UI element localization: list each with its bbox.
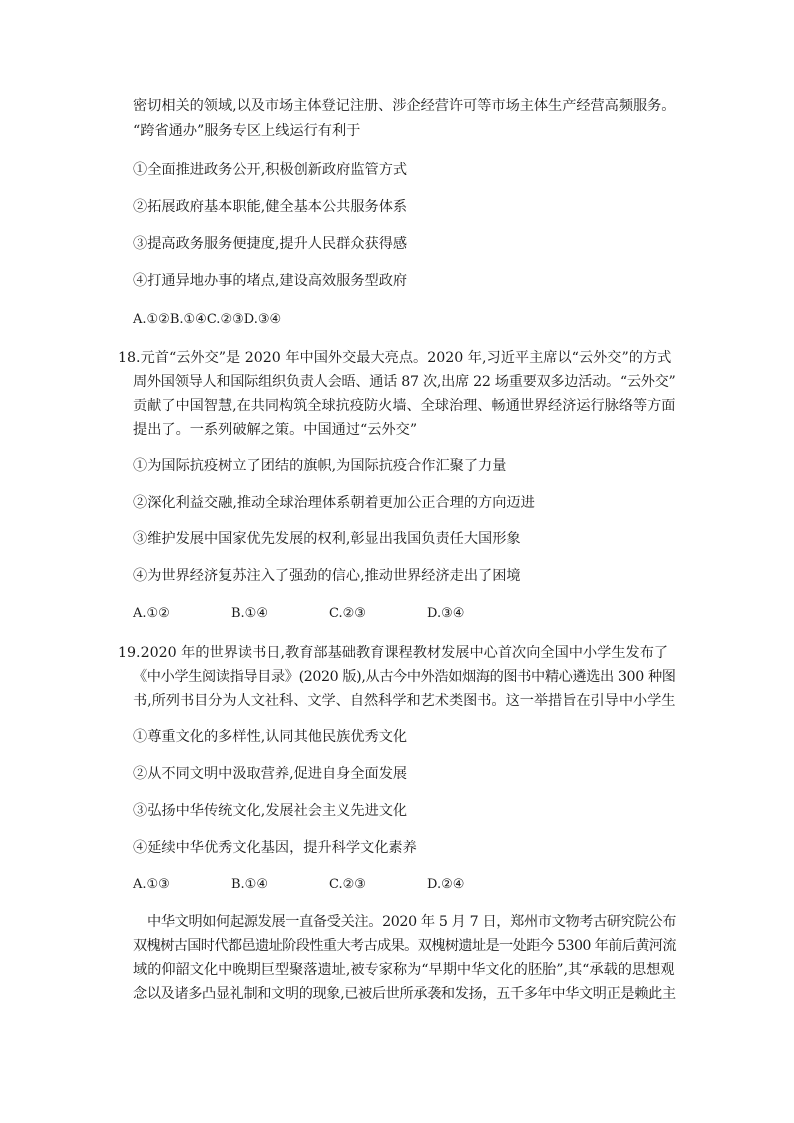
intro-text-line-2: “跨省通办”服务专区上线运行有利于 — [133, 123, 361, 139]
passage-line-2: 双槐树古国时代都邑遗址阶段性重大考古成果。双槐树遗址是一处距今 5300 年前后黄河流 — [133, 938, 676, 954]
q18-option-b: B.①④ — [231, 606, 268, 621]
intro-statement-3: ③提高政务服务便捷度,提升人民群众获得感 — [133, 236, 408, 252]
intro-text-line-1: 密切相关的领域,以及市场主体登记注册、涉企经营许可等市场主体生产经营高频服务。 — [133, 98, 676, 114]
q18-option-a: A.①② — [133, 606, 170, 621]
intro-statement-4: ④打通异地办事的堵点,建设高效服务型政府 — [133, 273, 408, 289]
q19-statement-2: ②从不同文明中汲取营养,促进自身全面发展 — [133, 766, 408, 782]
q19-statement-3: ③弘扬中华传统文化,发展社会主义先进文化 — [133, 803, 408, 819]
q19-stem-line-2: 《中小学生阅读指导目录》(2020 版),从古今中外浩如烟海的图书中精心遴选出 300 种图 — [133, 669, 676, 685]
q18-statement-2: ②深化利益交融,推动全球治理体系朝着更加公正合理的方向迈进 — [133, 495, 535, 511]
intro-statement-2: ②拓展政府基本职能,健全基本公共服务体系 — [133, 199, 408, 215]
q18-stem-line-2: 周外国领导人和国际组织负责人会晤、通话 87 次,出席 22 场重要双多边活动。“云外交” — [133, 374, 676, 390]
q18-option-d: D.③④ — [427, 606, 465, 621]
passage-line-4: 念以及诸多凸显礼制和文明的现象,已被后世所承袭和发扬，五千多年中华文明正是赖此主 — [133, 986, 676, 1002]
intro-options: A.①②B.①④C.②③D.③④ — [133, 312, 282, 327]
q18-stem-line-1: 18.元首“云外交”是 2020 年中国外交最大亮点。2020 年,习近平主席以“云外交”的方式 — [118, 350, 672, 366]
q19-option-a: A.①③ — [133, 877, 170, 892]
q18-option-c: C.②③ — [329, 606, 366, 621]
q19-statement-4: ④延续中华优秀文化基因，提升科学文化素养 — [133, 840, 417, 856]
q19-stem-line-1: 19.2020 年的世界读书日,教育部基础教育课程教材发展中心首次向全国中小学生发布了 — [118, 645, 669, 661]
q18-stem-line-3: 贡献了中国智慧,在共同构筑全球抗疫防火墙、全球治理、畅通世界经济运行脉络等方面 — [133, 398, 676, 414]
q19-option-b: B.①④ — [231, 877, 268, 892]
q18-statement-4: ④为世界经济复苏注入了强劲的信心,推动世界经济走出了困境 — [133, 568, 521, 584]
q18-stem-line-4: 提出了。一系列破解之策。中国通过“云外交” — [133, 422, 418, 438]
q18-statement-1: ①为国际抗疫树立了团结的旗帜,为国际抗疫合作汇聚了力量 — [133, 458, 507, 474]
intro-statement-1: ①全面推进政务公开,积极创新政府监管方式 — [133, 162, 408, 178]
passage-line-3: 域的仰韶文化中晚期巨型聚落遗址,被专家称为“早期中华文化的胚胎”,其“承载的思想观 — [133, 962, 675, 978]
q19-stem-line-3: 书,所列书目分为人文社科、文学、自然科学和艺术类图书。这一举措旨在引导中小学生 — [133, 693, 676, 709]
q18-statement-3: ③维护发展中国家优先发展的权利,彰显出我国负责任大国形象 — [133, 531, 521, 547]
q19-option-c: C.②③ — [329, 877, 366, 892]
q19-option-d: D.②④ — [427, 877, 465, 892]
q19-statement-1: ①尊重文化的多样性,认同其他民族优秀文化 — [133, 729, 408, 745]
passage-line-1: 中华文明如何起源发展一直备受关注。2020 年 5 月 7 日，郑州市文物考古研究院公布 — [147, 914, 677, 930]
